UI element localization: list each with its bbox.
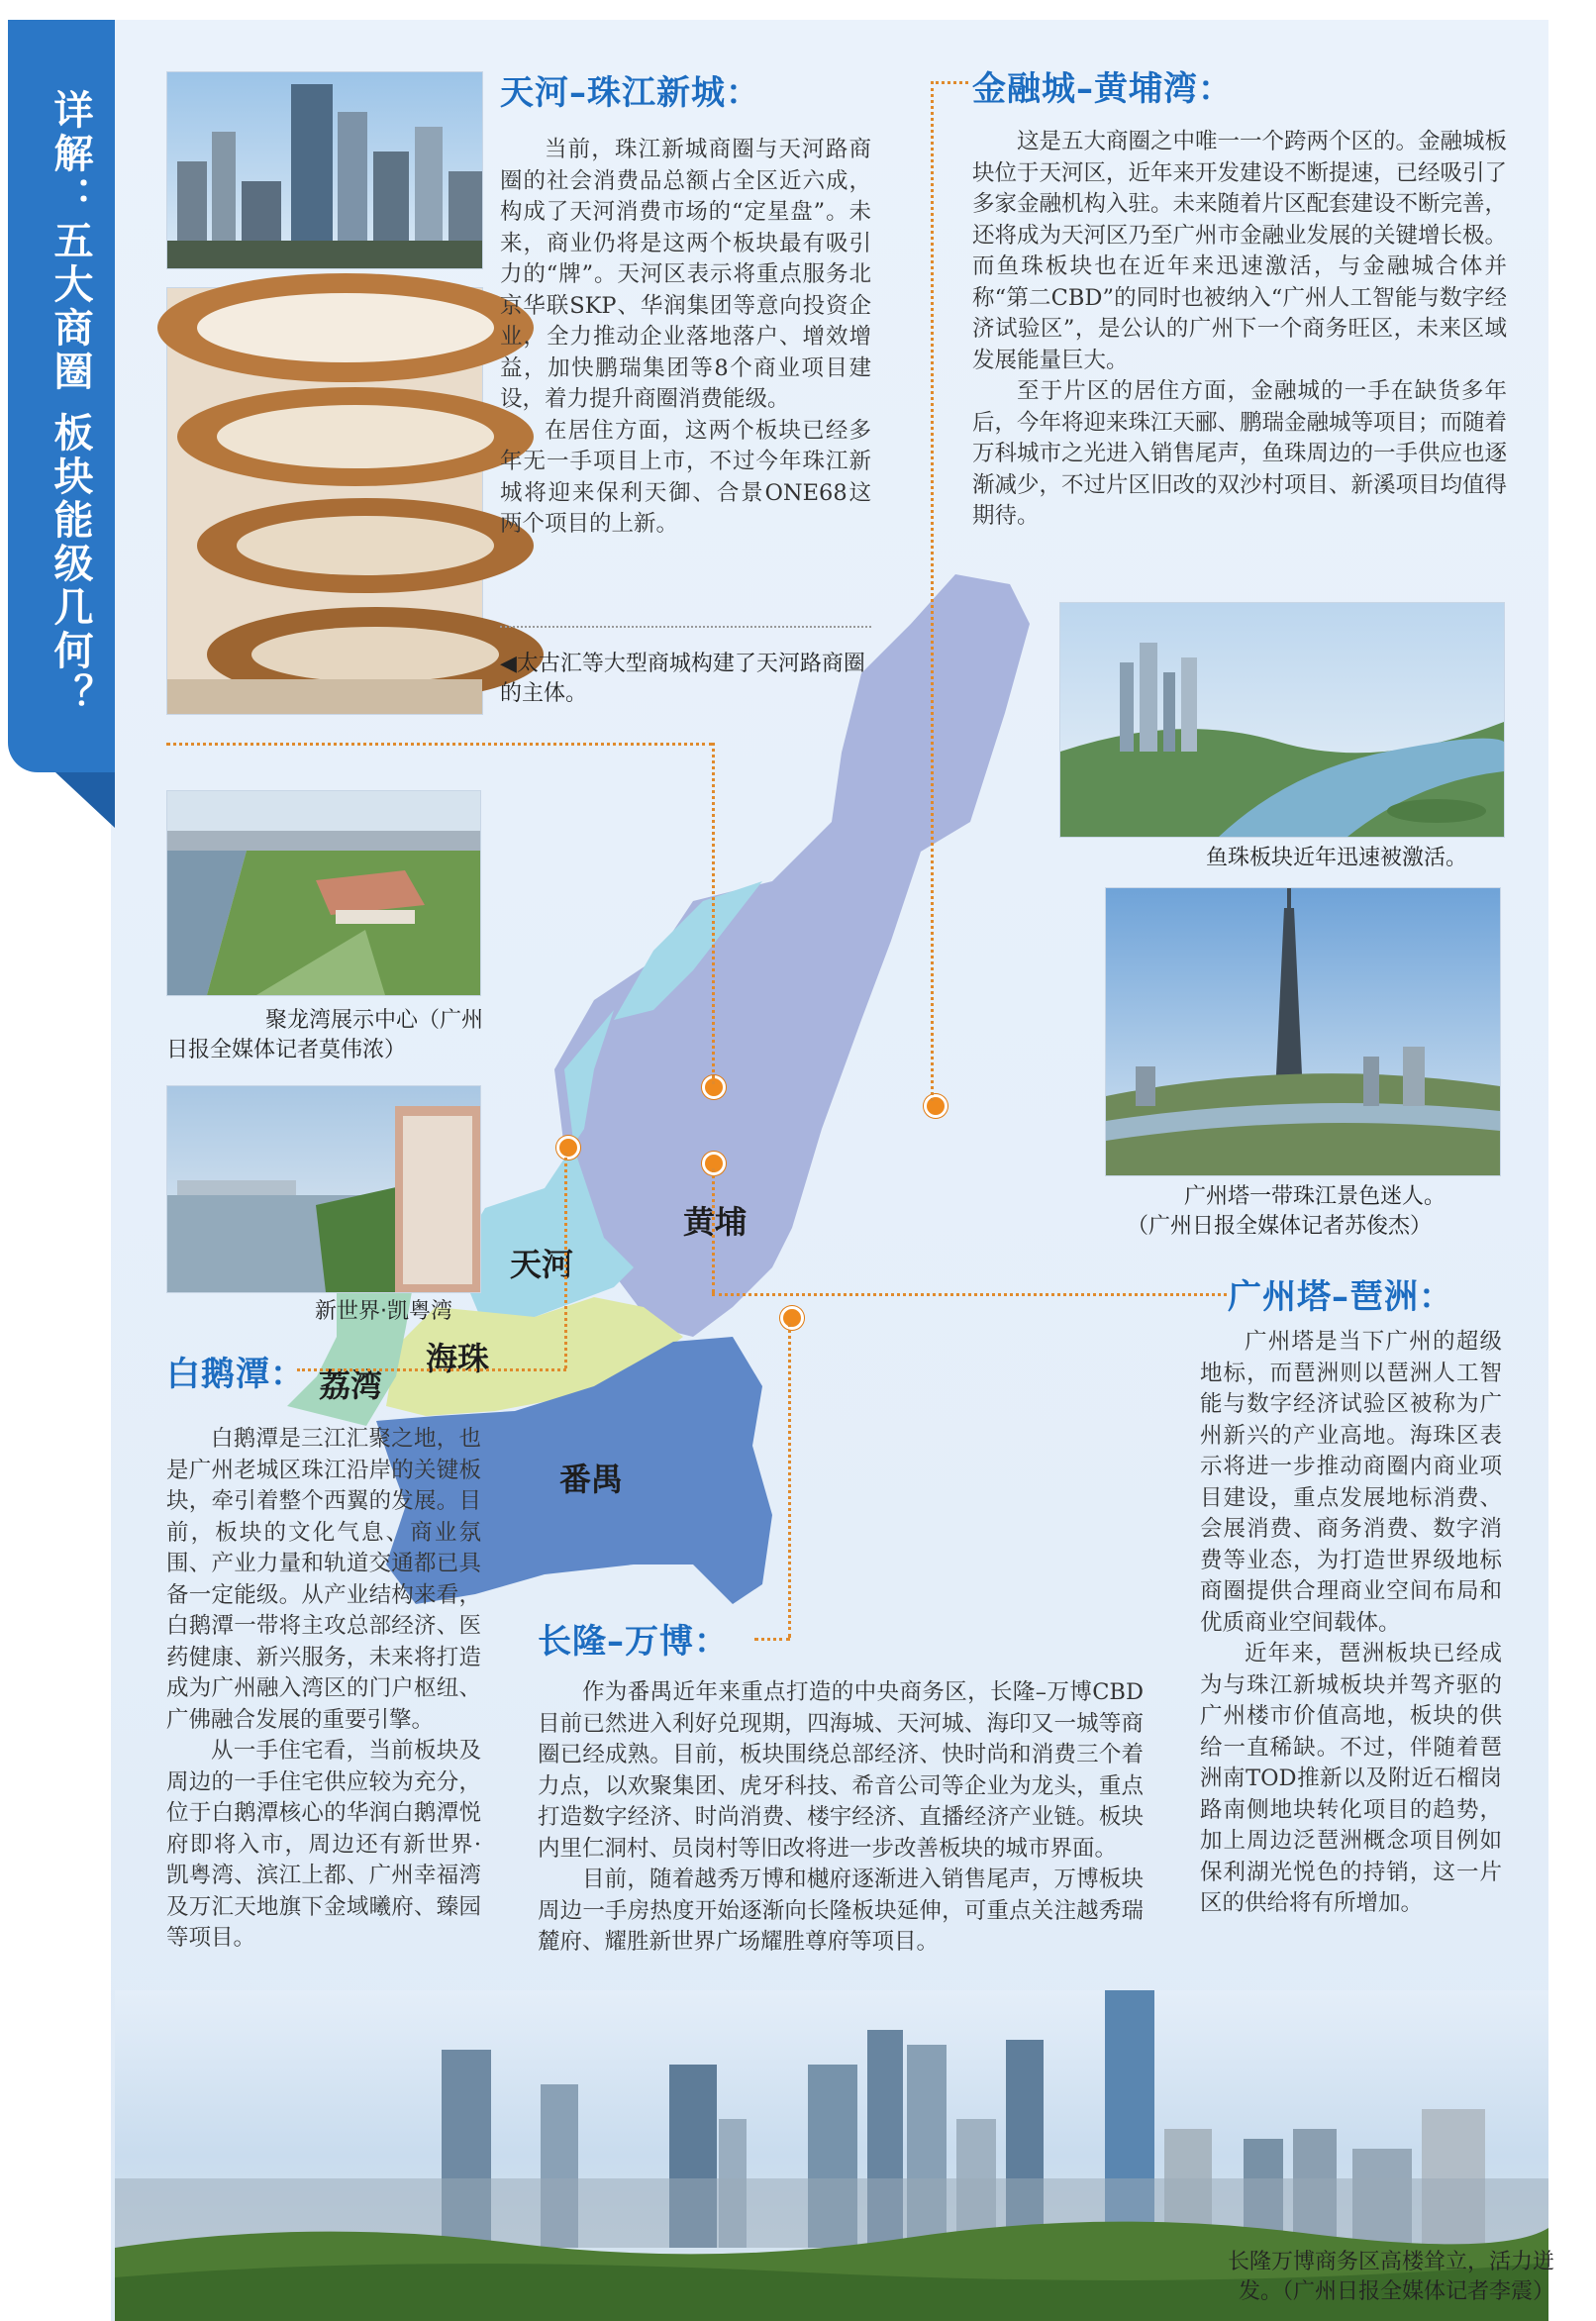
heading-guangzhouta-pazhou: 广州塔–琶洲： — [1228, 1277, 1453, 1317]
caption-julong-bay-line: 聚龙湾展示中心（广州 — [264, 1008, 483, 1033]
map-region-huangpu — [554, 574, 1030, 1337]
jinrong-paragraph: 至于片区的居住方面，金融城的一手在缺货多年后，今年将迎来珠江天郦、鹏瑞金融城等项目；而随着万科城市之光进入销售尾声，鱼珠周边的一手供应也逐渐减少，不过片区旧改的双沙村项目、新溪项目均值得期待。 — [972, 378, 1508, 529]
map-pin-baietan — [556, 1136, 580, 1160]
caption-wanbo-line: 发。（广州日报全媒体记者李震） — [1238, 2279, 1554, 2304]
baietan-paragraph: 从一手住宅看，当前板块及周边的一手住宅供应较为充分，位于白鹅潭核心的华润白鹅潭悦府即将入市，周边还有新世界·凯粤湾、滨江上都、广州幸福湾及万汇天地旗下金域曦府、臻园等项目。 — [166, 1738, 481, 1951]
heading-jinrong-huangpu: 金融城–黄埔湾： — [972, 69, 1233, 109]
map-label-panyu: 番禺 — [559, 1461, 624, 1498]
side-title: 详解：五大商圈 板块能级几何？ — [48, 89, 93, 717]
leader-line-baietan — [297, 1368, 566, 1371]
map-pin-jinrong-city — [924, 1094, 948, 1118]
photo-julong-bay-center — [166, 790, 481, 996]
guangzhouta-paragraph: 近年来，琶洲板块已经成为与珠江新城板块并驾齐驱的广州楼市价值高地，板块的供给一直稀缺。不过，伴随着琶洲南TOD推新以及附近石榴岗路南侧地块转化项目的趋势，加上周边泛琶洲概念项目例如保利湖光悦色的持销，这一片区的供给将有所增加。 — [1200, 1641, 1502, 1916]
jinrong-body — [972, 127, 1507, 533]
map-label-huangpu: 黄埔 — [683, 1203, 748, 1241]
leader-line-changlong — [788, 1323, 791, 1638]
leader-line-guangzhouta — [712, 1293, 1227, 1296]
caption-new-world: 新世界·凯粤湾 — [315, 1299, 452, 1324]
caption-yuzhu: 鱼珠板块近年迅速被激活。 — [1206, 846, 1468, 870]
changlong-paragraph: 目前，随着越秀万博和樾府逐渐进入销售尾声，万博板块周边一手房热度开始逐渐向长隆板块延伸，可重点关注越秀瑞麓府、耀胜新世界广场耀胜尊府等项目。 — [538, 1867, 1144, 1955]
tianhe-body — [500, 135, 871, 541]
caption-canton-tower-credit: （广州日报全媒体记者苏俊杰） — [1127, 1214, 1433, 1239]
caption-julong-bay-line: 日报全媒体记者莫伟浓） — [166, 1038, 407, 1062]
caption-taikoo-hui: ◀太古汇等大型商城构建了天河路商圈的主体。 — [500, 652, 865, 706]
changlong-paragraph: 作为番禺近年来重点打造的中央商务区，长隆–万博CBD目前已然进入利好兑现期，四海城、天河城、海印又一城等商圈已经成熟。目前，板块围绕总部经济、快时尚和消费三个着力点，以欢聚集团、虎牙科技、希音公司等企业为龙头，重点打造数字经济、时尚消费、楼宇经济、直播经济产业链。板块内里仁洞村、员岗村等旧改将进一步改善板块的城市界面。 — [538, 1679, 1144, 1862]
map-label-haizhu: 海珠 — [426, 1340, 490, 1377]
guangzhouta-body — [1200, 1327, 1502, 1920]
leader-line-guangzhouta — [712, 1168, 715, 1293]
caption-canton-tower: 广州塔一带珠江景色迷人。 — [1184, 1184, 1446, 1209]
map-label-tianhe: 天河 — [510, 1246, 574, 1283]
map-label-liwan: 荔湾 — [319, 1366, 383, 1404]
leader-line-jinrong — [931, 81, 968, 84]
leader-line-baietan — [564, 1153, 567, 1368]
leader-line-jinrong — [931, 81, 934, 1101]
photo-new-world-kaiyuewan — [166, 1085, 481, 1293]
tianhe-paragraph: 当前，珠江新城商圈与天河路商圈的社会消费品总额占全区近六成，构成了天河消费市场的“定星盘”。未来，商业仍将是这两个板块最有吸引力的“牌”。天河区表示将重点服务北京华联SKP、华润集团等意向投资企业，全力推动企业落地落户、增效增益，加快鹏瑞集团等8个商业项目建设，着力提升商圈消费能级。 — [500, 137, 871, 412]
baietan-body — [166, 1424, 481, 1955]
baietan-paragraph: 白鹅潭是三江汇聚之地，也是广州老城区珠江沿岸的关键板块，牵引着整个西翼的发展。目前，板块的文化气息、商业氛围、产业力量和轨道交通都已具备一定能级。从产业结构来看，白鹅潭一带将主攻总部经济、医药健康、新兴服务，未来将打造成为广州融入湾区的门户枢纽、广佛融合发展的重要引擎。 — [166, 1426, 481, 1733]
heading-changlong-wanbo: 长隆–万博： — [538, 1622, 729, 1662]
caption-wanbo-skyline — [1119, 2248, 1554, 2307]
caption-wanbo-line: 长隆万博商务区高楼耸立，活力迸 — [1227, 2250, 1554, 2274]
leader-line-changlong — [754, 1638, 790, 1641]
leader-line-tianhe — [712, 743, 715, 1084]
heading-baietan: 白鹅潭： — [166, 1355, 305, 1394]
photo-yuzhu-aerial — [1059, 602, 1505, 838]
jinrong-paragraph: 这是五大商圈之中唯一一个跨两个区的。金融城板块位于天河区，近年来开发建设不断提速，已经吸引了多家金融机构入驻。未来随着片区配套建设不断完善，还将成为天河区乃至广州市金融业发展的关键增长极。而鱼珠板块也在近年来迅速激活，与金融城合体并称“第二CBD”的同时也被纳入“广州人工智能与数字经济试验区”，是公认的广州下一个商务旺区，未来区域发展能量巨大。 — [972, 129, 1508, 373]
leader-line-tianhe — [166, 743, 713, 746]
tianhe-paragraph: 在居住方面，这两个板块已经多年无一手项目上市，不过今年珠江新城将迎来保利天御、合景ONE68这两个项目的上新。 — [500, 417, 871, 537]
photo-canton-tower — [1105, 887, 1501, 1176]
changlong-body — [538, 1677, 1144, 1959]
heading-tianhe-zhujiang: 天河–珠江新城： — [500, 73, 760, 113]
photo-zhujiang-new-town-skyline — [166, 71, 483, 269]
map-pin-changlong — [780, 1306, 804, 1330]
guangzhouta-paragraph: 广州塔是当下广州的超级地标，而琶洲则以琶洲人工智能与数字经济试验区被称为广州新兴的产业高地。海珠区表示将进一步推动商圈内商业项目建设，重点发展地标消费、会展消费、商务消费、数字消费等业态，为打造世界级地标商圈提供合理商业空间布局和优质商业空间载体。 — [1200, 1329, 1502, 1636]
side-tab-fold — [55, 772, 115, 828]
caption-julong-bay — [166, 1006, 483, 1065]
